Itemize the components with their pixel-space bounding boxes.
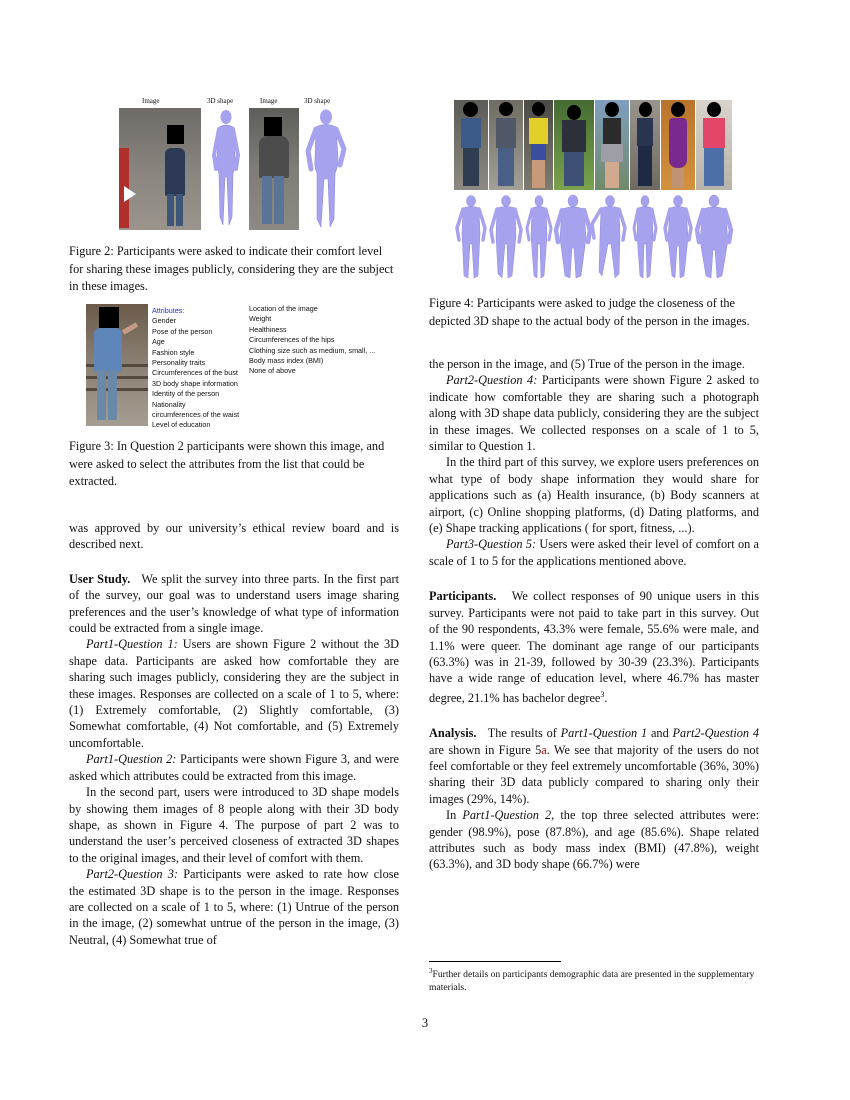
fig4-shape-8 [697, 195, 731, 278]
fig3-attributes-title: Attributes: [152, 306, 185, 315]
paragraph: Part3-Question 5: Users were asked their level of comfort on a scale of 1 to 5 for the applications mentioned above. [429, 537, 760, 568]
fig4-shape-4 [556, 195, 590, 278]
fig2-shape-1 [206, 107, 246, 231]
fig3-attr: Circumferences of the hips [249, 335, 335, 345]
fig3-attr: Location of the image [249, 304, 318, 313]
fig4-shapes-row [454, 194, 734, 282]
fig4-photo-2 [489, 100, 523, 190]
fig3-attr: Healthiness [249, 324, 287, 334]
fig3-attribute-list-1 [152, 306, 239, 431]
fig3-attr: Identity of the person [152, 389, 220, 399]
paragraph: In Part1-Question 2, the top three selected attributes were: gender (98.9%), pose (87.8%), and age (85.6%). Shape related attributes such as body mass index (BMI) (47.8%), weight (63.3%), and 3D body shape (66.7%) were [429, 808, 759, 872]
paragraph: Part2-Question 3: Participants were asked to rate how close the estimated 3D shape is to the person in the image. Responses are collected on a scale of 1 to 5, where: (1) Untrue of the person in the image, (2) somewhat untrue of the person in the image, (3) Neutral, (4) Somewhat true of [69, 867, 399, 947]
fig2-label-shape-2: 3D shape [304, 97, 331, 105]
fig3-attr: Nationality [152, 399, 186, 409]
paragraph: Part2-Question 4: Participants were shown Figure 2 asked to indicate how comfortable they are sharing such a photograph along with 3D shape data publicly, considering they are the subject in these images. We collected responses on a scale of 1 to 5, similar to Question 1. [429, 373, 759, 454]
fig4-photo-4 [554, 100, 594, 190]
fig4-photo-6 [630, 100, 660, 190]
fig3-attr: 3D body shape information [152, 378, 238, 388]
footnote-text: Further details on participants demographic data are presented in the supplementary materials. [429, 969, 755, 994]
figure-3-caption: Figure 3: In Question 2 participants were shown this image, and were asked to select the attributes from the list that could be extracted. [69, 439, 385, 488]
fig2-photo-1 [119, 108, 201, 230]
fig3-attr: Body mass index (BMI) [249, 356, 324, 366]
fig4-photo-8 [696, 100, 732, 190]
fig3-attr: Clothing size such as medium, small, ... [249, 345, 376, 355]
fig4-shape-5 [592, 196, 625, 279]
paragraph: Participants. We collect responses of 90 unique users in this survey. Participants were not paid to take part in this survey. Out of the 90 respondents, 43.3% were female, 55.6% were male, and 1.1% were queer. The dominant age range of our participants (63.3%) was in 21-39, followed by 30-39 (23.3%). Participants have a wide range of education level, where 46.7% has master degree, 21.1% has bachelor degree$^3$. [429, 589, 759, 705]
figure-4 [454, 100, 734, 282]
paragraph: the person in the image, and (5) True of the person in the image. [429, 357, 745, 371]
fig2-label-shape-1: 3D shape [207, 97, 234, 105]
fig3-attr: Weight [249, 314, 272, 324]
paragraph: User Study. We split the survey into three parts. In the first part of the survey, our goal was to understand users image sharing preferences and the user’s knowledge of what type of information could be extracted from a single image. [69, 571, 400, 636]
fig2-label-image-1: Image [142, 97, 160, 105]
fig2-photo-2 [249, 108, 299, 230]
fig3-attr: Age [152, 337, 165, 347]
fig4-shape-1 [457, 196, 485, 279]
fig3-attr: circumferences of the waist [152, 410, 240, 420]
paragraph: In the third part of this survey, we explore users preferences on what type of body shape information they would share for applications such as (a) Health insurance, (b) Body scanners at airport, (c) Online shopping platforms, (d) Dating platforms, and (e) Shape tracking applications ( for sport, fitness, ...). [429, 455, 759, 536]
fig3-attr: Personality traits [152, 358, 206, 368]
fig3-attr: None of above [249, 366, 296, 376]
paragraph: Part1-Question 1: Users are shown Figure 2 without the 3D shape data. Participants are asked how comfortable they are sharing such images publicly, considering they are the subject in these images. Responses are collected on a scale of 1 to 5, where: (1) Extremely comfortable, (2) Slightly comfortable, (3) Somewhat comfortable, (4) Not comfortable, and (5) Extremely uncomfortable. [69, 637, 399, 750]
footnote-rule [429, 961, 561, 962]
footnote [429, 965, 759, 994]
figure-2-caption: Figure 2: Participants were asked to indicate their comfort level for sharing these images publicly, considering they are the subject in these images. [69, 244, 394, 293]
figure-3 [86, 304, 396, 430]
fig3-attr: Fashion style [152, 347, 195, 357]
fig4-shape-3 [527, 196, 551, 279]
figure-4-caption: Figure 4: Participants were asked to judge the closeness of the depicted 3D shape to the actual body of the person in the images. [429, 296, 750, 328]
fig3-attribute-list-2 [249, 304, 375, 377]
fig4-photo-7 [661, 100, 695, 190]
fig4-photo-1 [454, 100, 488, 190]
paragraph: In the second part, users were introduced to 3D shape models by showing them images of 8 people along with their 3D body shape, as shown in Figure 4. The purpose of part 2 was to understand the user’s perceived closeness of extracted 3D shapes to the original images, and their level of comfort with them. [69, 785, 399, 865]
fig4-photo-3 [524, 100, 553, 190]
figure-2 [118, 97, 354, 233]
page-number: 3 [421, 1016, 429, 1030]
left-body-text [69, 520, 399, 948]
right-body-text [429, 356, 759, 873]
fig4-shape-2 [491, 196, 521, 279]
paragraph: was approved by our university’s ethical review board and is described next. [69, 521, 399, 552]
fig3-attr: Pose of the person [152, 326, 213, 336]
fig3-attr: Gender [152, 316, 176, 326]
fig4-photo-5 [595, 100, 629, 190]
fig3-attr: Level of education [152, 420, 211, 430]
fig2-label-image-2: Image [260, 97, 278, 105]
fig3-photo [86, 304, 148, 426]
fig4-shape-7 [665, 196, 691, 279]
fig2-shape-2 [302, 107, 352, 231]
footnote-mark: 3 [429, 967, 433, 975]
fig3-attr: Circumferences of the bust [152, 368, 238, 378]
paragraph: Part1-Question 2: Participants were shown Figure 3, and were asked which attributes could be extracted from this image. [69, 752, 399, 783]
fig4-shape-6 [634, 196, 656, 279]
paragraph: Analysis. The results of Part1-Question 1 and Part2-Question 4 are shown in Figure 5a. We see that majority of the users do not feel comfortable or they feel extremely uncomfortable (36%, 30%) sharing their 3D data publicly compared to sharing only their images (29%, 14%). [429, 726, 760, 806]
